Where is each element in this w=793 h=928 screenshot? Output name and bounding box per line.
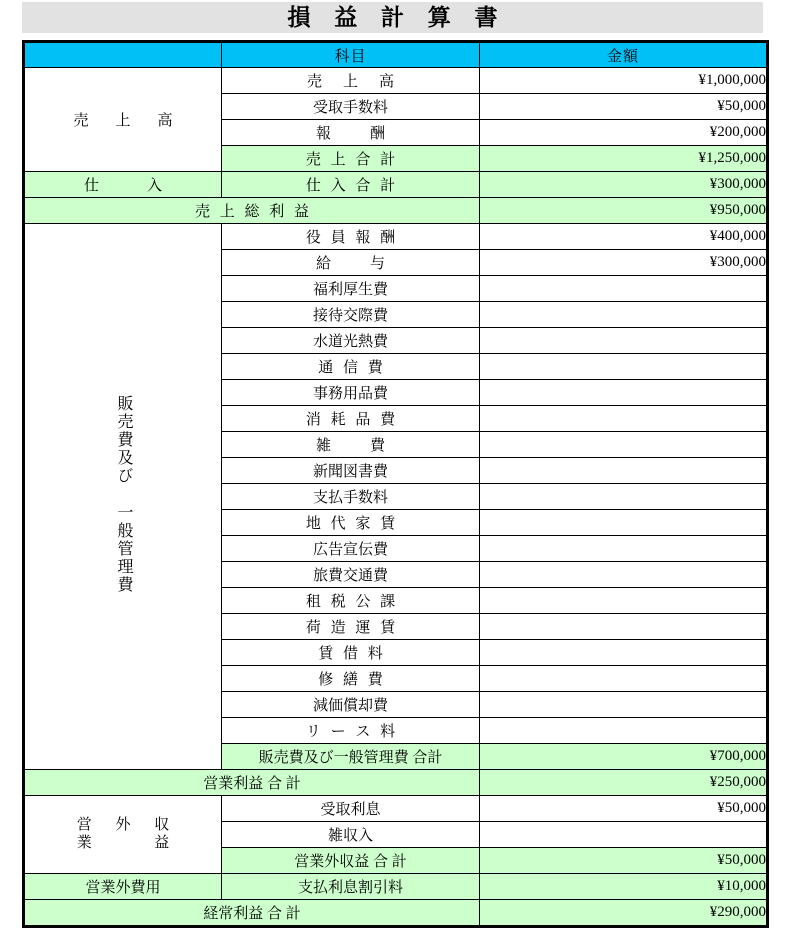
- row-amount: [480, 692, 768, 718]
- table-row: [24, 224, 768, 250]
- table-row: [24, 874, 768, 900]
- row-amount: [480, 380, 768, 406]
- row-item-non-op-income-total: 営業外収益 合 計: [222, 848, 480, 874]
- group-label-purchase: 仕 入: [24, 172, 222, 198]
- header-amount: 金額: [480, 42, 768, 68]
- row-item: 福利厚生費: [222, 276, 480, 302]
- row-amount: [480, 536, 768, 562]
- row-amount: [480, 822, 768, 848]
- row-amount: [480, 328, 768, 354]
- row-amount: ¥700,000: [480, 744, 768, 770]
- table-row: [24, 68, 768, 94]
- row-item: 水道光熱費: [222, 328, 480, 354]
- row-item: 租 税 公 課: [222, 588, 480, 614]
- row-amount: [480, 276, 768, 302]
- group-label-sga-text: 販売費及び 一般管理費: [115, 394, 132, 594]
- row-item: 売 上 合 計: [222, 146, 480, 172]
- row-amount: ¥950,000: [480, 198, 768, 224]
- row-amount: [480, 458, 768, 484]
- row-item: 広告宣伝費: [222, 536, 480, 562]
- row-item: 支払利息割引料: [222, 874, 480, 900]
- table-row: [24, 900, 768, 927]
- row-amount: ¥400,000: [480, 224, 768, 250]
- header-blank: [24, 42, 222, 68]
- row-item: 荷 造 運 賃: [222, 614, 480, 640]
- row-amount: ¥10,000: [480, 874, 768, 900]
- row-item: 事務用品費: [222, 380, 480, 406]
- row-amount: [480, 510, 768, 536]
- row-amount: [480, 354, 768, 380]
- row-amount: [480, 406, 768, 432]
- row-item: 売 上 高: [222, 68, 480, 94]
- row-item: 給 与: [222, 250, 480, 276]
- row-item: 支払手数料: [222, 484, 480, 510]
- page-title: 損 益 計 算 書: [287, 5, 507, 30]
- row-amount: [480, 302, 768, 328]
- row-item-gross-profit: 売 上 総 利 益: [24, 198, 480, 224]
- row-item: 雑収入: [222, 822, 480, 848]
- row-amount: [480, 562, 768, 588]
- group-label-non-operating-expense: 営業外費用: [24, 874, 222, 900]
- row-item: 報 酬: [222, 120, 480, 146]
- row-amount: [480, 614, 768, 640]
- row-item: 接待交際費: [222, 302, 480, 328]
- row-item: 役 員 報 酬: [222, 224, 480, 250]
- group-label-sga: [24, 224, 222, 770]
- row-amount: [480, 432, 768, 458]
- row-amount: ¥290,000: [480, 900, 768, 927]
- row-item: 仕 入 合 計: [222, 172, 480, 198]
- row-amount: [480, 640, 768, 666]
- row-item: 賃 借 料: [222, 640, 480, 666]
- header-item: 科目: [222, 42, 480, 68]
- row-amount: ¥200,000: [480, 120, 768, 146]
- table-row: [24, 796, 768, 822]
- table-row: [24, 172, 768, 198]
- row-amount: ¥300,000: [480, 172, 768, 198]
- row-item: 通 信 費: [222, 354, 480, 380]
- row-item-operating-profit: 営業利益 合 計: [24, 770, 480, 796]
- table-row: [24, 770, 768, 796]
- table-header-row: [24, 42, 768, 68]
- row-item: 減価償却費: [222, 692, 480, 718]
- row-item: リ ー ス 料: [222, 718, 480, 744]
- group-label-non-op-income-line1: 営 外 収: [76, 817, 180, 834]
- row-item: 旅費交通費: [222, 562, 480, 588]
- row-item-ordinary-profit: 経常利益 合 計: [24, 900, 480, 927]
- row-item: 地 代 家 賃: [222, 510, 480, 536]
- row-amount: ¥250,000: [480, 770, 768, 796]
- group-label-sales: 売 上 高: [24, 68, 222, 172]
- row-amount: [480, 718, 768, 744]
- row-amount: ¥50,000: [480, 848, 768, 874]
- group-label-non-operating-income: [24, 796, 222, 874]
- row-item: 受取手数料: [222, 94, 480, 120]
- row-amount: [480, 484, 768, 510]
- table-row: [24, 198, 768, 224]
- row-item: 受取利息: [222, 796, 480, 822]
- pl-table: [22, 40, 769, 928]
- row-item: 雑 費: [222, 432, 480, 458]
- row-amount: [480, 588, 768, 614]
- group-label-non-op-income-line2: 業 益: [76, 834, 180, 851]
- row-amount: ¥50,000: [480, 94, 768, 120]
- row-item: 修 繕 費: [222, 666, 480, 692]
- row-item: 消 耗 品 費: [222, 406, 480, 432]
- row-amount: ¥1,000,000: [480, 68, 768, 94]
- row-amount: [480, 666, 768, 692]
- row-amount: ¥50,000: [480, 796, 768, 822]
- row-item-sga-total: 販売費及び一般管理費 合計: [222, 744, 480, 770]
- row-item: 新聞図書費: [222, 458, 480, 484]
- row-amount: ¥1,250,000: [480, 146, 768, 172]
- row-amount: ¥300,000: [480, 250, 768, 276]
